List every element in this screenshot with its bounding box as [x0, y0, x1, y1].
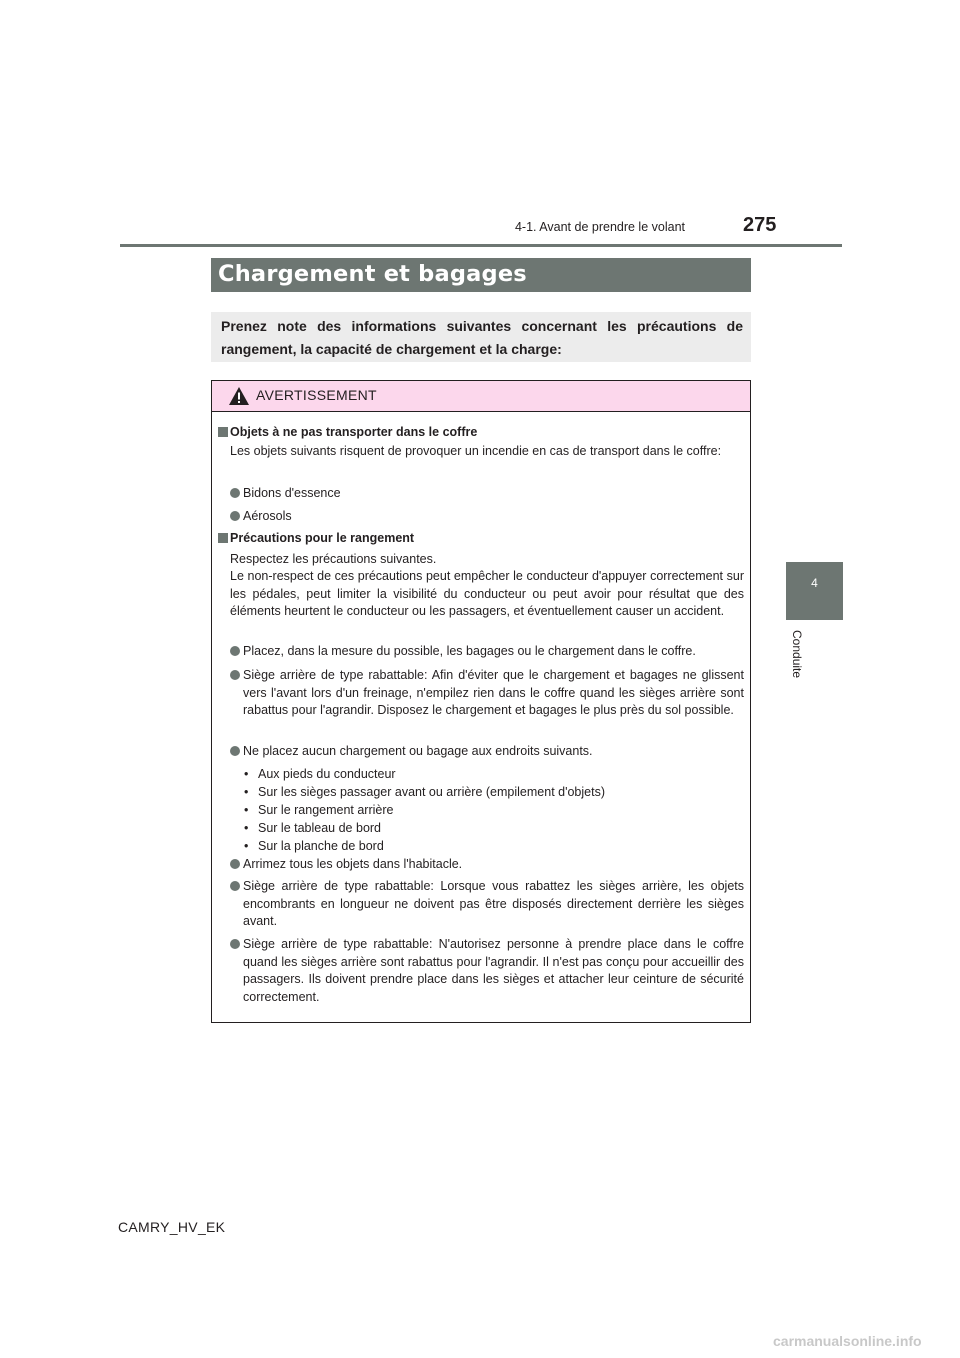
warning-label: AVERTISSEMENT	[256, 387, 377, 403]
intro-text: Prenez note des informations suivantes concernant les précautions de rangement, la capacité de chargement et la charge:	[221, 318, 743, 357]
list-item	[212, 508, 752, 526]
circle-bullet-icon	[230, 511, 240, 521]
sub-list-item-text: Sur les sièges passager avant ou arrière (empilement d'objets)	[258, 785, 606, 799]
sub-list-item	[212, 802, 752, 820]
list-item-text: Siège arrière de type rabattable: N'autorisez personne à prendre place dans le coffre quand les sièges arrière sont rabattus pour l'agrandir. Il n'est pas conçu pour accueillir des passagers. Ils doivent prendre place dans les sièges et attacher leur ceinture de sécurité correctement.	[243, 937, 744, 1004]
list-item-text: Bidons d'essence	[243, 486, 341, 500]
sub-list-item	[212, 820, 752, 838]
sub-list-item-text: Sur la planche de bord	[258, 839, 384, 853]
section-heading	[212, 424, 752, 442]
circle-bullet-icon	[230, 881, 240, 891]
title-bar	[211, 258, 751, 292]
page-title: Chargement et bagages	[218, 261, 527, 287]
list-item-text: Placez, dans la mesure du possible, les bagages ou le chargement dans le coffre.	[243, 644, 696, 658]
sub-bullet-icon: •	[244, 821, 249, 835]
circle-bullet-icon	[230, 646, 240, 656]
sub-bullet-icon: •	[244, 839, 249, 853]
circle-bullet-icon	[230, 859, 240, 869]
paragraph: Le non-respect de ces précautions peut empêcher le conducteur d'appuyer correctement sur les pédales, peut limiter la visibilité du conducteur ou peut avoir pour résultat que des éléments heurtent le conducteur ou les passagers, et éventuellement causer un accident.	[230, 569, 744, 618]
section-heading-text: Objets à ne pas transporter dans le coffre	[230, 425, 478, 439]
sub-list-item	[212, 784, 752, 802]
warning-triangle-icon	[228, 386, 250, 406]
circle-bullet-icon	[230, 939, 240, 949]
list-item-text: Siège arrière de type rabattable: Afin d'éviter que le chargement et bagages ne glissent vers l'avant lors d'un freinage, n'empilez rien dans le coffre quand les sièges arrière sont rabattus pour l'agrandir. Disposez le chargement et bagages le plus près du sol possible.	[243, 668, 744, 717]
list-item	[212, 936, 752, 1006]
circle-bullet-icon	[230, 670, 240, 680]
sub-bullet-icon: •	[244, 767, 249, 781]
list-item-text: Aérosols	[243, 509, 292, 523]
list-item	[212, 485, 752, 503]
sub-list-item	[212, 838, 752, 856]
list-item	[212, 643, 752, 661]
sub-list-item	[212, 766, 752, 784]
circle-bullet-icon	[230, 488, 240, 498]
document-code: CAMRY_HV_EK	[118, 1219, 226, 1235]
list-item-text: Arrimez tous les objets dans l'habitacle.	[243, 857, 463, 871]
square-bullet-icon	[218, 427, 228, 437]
square-bullet-icon	[218, 533, 228, 543]
chapter-name: Conduite	[790, 630, 804, 679]
list-item	[212, 743, 752, 761]
chapter-number: 4	[811, 576, 818, 590]
paragraph: Les objets suivants risquent de provoquer un incendie en cas de transport dans le coffre:	[230, 444, 722, 458]
section-label: 4-1. Avant de prendre le volant	[514, 220, 685, 234]
sub-list-item-text: Aux pieds du conducteur	[258, 767, 396, 781]
intro-box	[211, 312, 751, 362]
sub-list-item-text: Sur le rangement arrière	[258, 803, 394, 817]
list-item	[212, 856, 752, 874]
watermark: carmanualsonline.info	[773, 1333, 922, 1349]
list-item-text: Ne placez aucun chargement ou bagage aux endroits suivants.	[243, 744, 593, 758]
sub-list-item-text: Sur le tableau de bord	[258, 821, 382, 835]
sub-bullet-icon: •	[244, 803, 249, 817]
circle-bullet-icon	[230, 746, 240, 756]
paragraph: Respectez les précautions suivantes.	[230, 552, 437, 566]
list-item	[212, 667, 752, 720]
list-item-text: Siège arrière de type rabattable: Lorsque vous rabattez les sièges arrière, les objets encombrants en longueur ne doivent pas être disposés directement derrière les sièges avant.	[243, 879, 744, 928]
chapter-tab[interactable]	[786, 562, 843, 620]
list-item	[212, 878, 752, 931]
warning-box	[211, 380, 751, 1023]
section-heading-text: Précautions pour le rangement	[230, 531, 415, 545]
header-rule	[120, 244, 842, 247]
page-number: 275	[743, 214, 777, 236]
section-heading	[212, 530, 752, 548]
warning-header	[212, 381, 750, 412]
sub-bullet-icon: •	[244, 785, 249, 799]
